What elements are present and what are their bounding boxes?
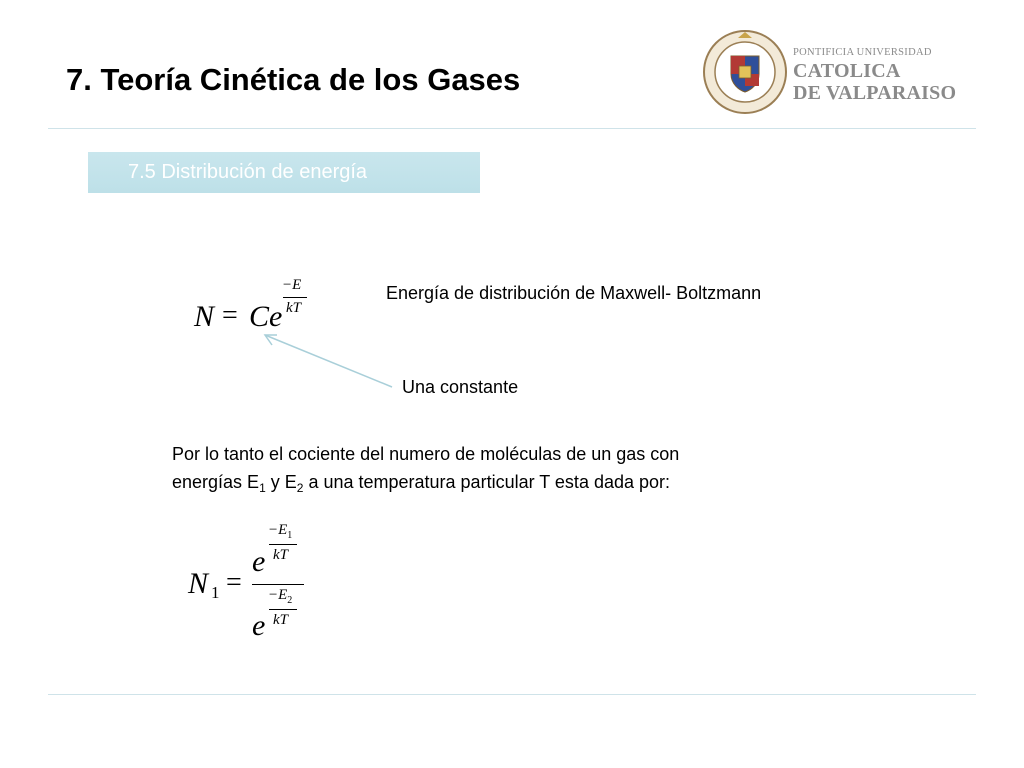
eq2-denominator-exp-bar <box>269 609 297 610</box>
eq2-fraction-bar <box>252 584 304 585</box>
eq1-exp-denominator: kT <box>286 300 301 316</box>
paragraph-line-2 <box>172 468 852 502</box>
logo-line-3: DE VALPARAISO <box>793 82 957 104</box>
pointer-arrow-icon <box>255 325 395 391</box>
constant-label: Una constante <box>402 377 519 397</box>
university-name <box>793 46 956 104</box>
logo-line-2: CATOLICA <box>793 60 901 82</box>
eq2-numerator-base: e <box>252 545 266 578</box>
bottom-divider <box>48 694 976 695</box>
eq1-exp-fraction-bar <box>283 297 307 298</box>
paragraph-line-1: Por lo tanto el cociente del numero de moléculas de un gas con <box>172 444 680 464</box>
eq2-num-exp-subscript: 1 <box>287 530 293 541</box>
eq2-lhs-subscript: 1 <box>211 583 220 602</box>
eq2-numerator-exp-numerator <box>268 522 292 541</box>
eq2-equals: = <box>226 567 242 598</box>
paragraph-text-a: energías E <box>172 472 260 492</box>
logo-line-1: PONTIFICIA UNIVERSIDAD <box>793 47 932 58</box>
slide-title: 7. Teoría Cinética de los Gases <box>66 62 521 97</box>
eq1-base: Ce <box>249 300 283 333</box>
eq2-denominator-base: e <box>252 609 266 642</box>
eq2-numerator-exp-bar <box>269 544 297 545</box>
eq2-den-exp-text: −E <box>268 587 288 603</box>
eq2-lhs: N <box>188 567 209 600</box>
university-seal-icon <box>702 26 788 116</box>
section-header <box>88 152 480 193</box>
section-label: 7.5 Distribución de energía <box>128 161 368 183</box>
eq2-den-exp-subscript: 2 <box>287 595 293 606</box>
paragraph-text-b: y E <box>265 472 297 492</box>
eq1-description: Energía de distribución de Maxwell- Boltzmann <box>386 283 762 303</box>
explanation-paragraph <box>172 440 852 502</box>
paragraph-text-c: a una temperatura particular T esta dada por: <box>303 472 671 492</box>
eq1-equals: = <box>222 300 238 331</box>
university-logo <box>700 24 980 118</box>
eq2-denominator-exp-denominator: kT <box>273 612 288 628</box>
top-divider <box>48 128 976 129</box>
eq2-denominator-exp-numerator <box>268 587 292 606</box>
eq1-exp-numerator: −E <box>282 277 302 293</box>
paragraph-sub-2: 2 <box>296 481 304 495</box>
eq2-numerator-exp-denominator: kT <box>273 547 288 563</box>
paragraph-sub-1: 1 <box>259 481 266 495</box>
eq2-num-exp-text: −E <box>268 522 288 538</box>
eq1-lhs: N <box>194 300 215 333</box>
